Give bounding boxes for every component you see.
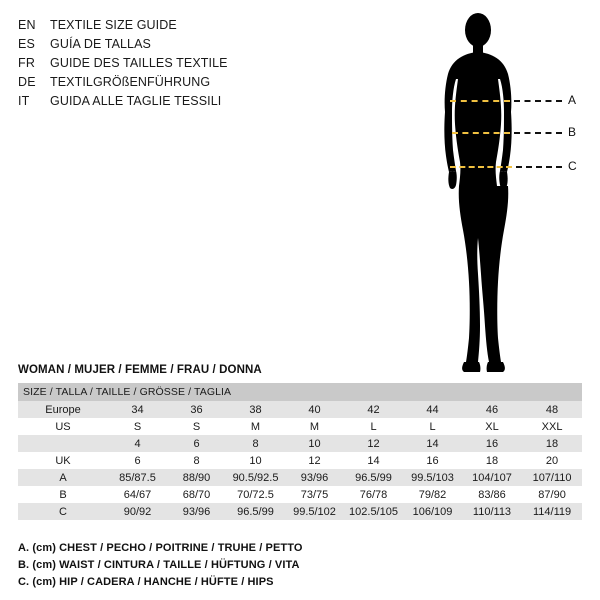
language-code-es: ES (18, 37, 36, 51)
cell: 76/78 (344, 486, 403, 503)
cell: 8 (167, 452, 226, 469)
measure-line-c (450, 166, 512, 168)
cell: 104/107 (462, 469, 522, 486)
cell: 85/87.5 (108, 469, 167, 486)
measure-label-b: B (568, 125, 577, 139)
cell: 10 (226, 452, 285, 469)
cell: 114/119 (522, 503, 582, 520)
cell: 79/82 (403, 486, 462, 503)
size-table (18, 383, 582, 520)
language-text-it: GUIDA ALLE TAGLIE TESSILI (50, 94, 222, 108)
language-text-de: TEXTILGRÖßENFÜHRUNG (50, 75, 211, 89)
cell: 93/96 (167, 503, 226, 520)
cell: 38 (226, 401, 285, 418)
cell: 93/96 (285, 469, 344, 486)
cell: 40 (285, 401, 344, 418)
cell: 107/110 (522, 469, 582, 486)
cell: S (167, 418, 226, 435)
cell: 83/86 (462, 486, 522, 503)
row-label: UK (18, 452, 108, 469)
table-row (18, 452, 582, 469)
table-header-label: SIZE / TALLA / TAILLE / GRÖSSE / TAGLIA (18, 383, 582, 401)
cell: 18 (462, 452, 522, 469)
language-text-en: TEXTILE SIZE GUIDE (50, 18, 177, 32)
language-row-en (18, 16, 338, 35)
language-list (18, 16, 338, 111)
legend (18, 540, 418, 591)
legend-row-c: C. (cm) HIP / CADERA / HANCHE / HÜFTE / HIPS (18, 576, 274, 588)
measure-line-b (452, 132, 510, 134)
table-row (18, 401, 582, 418)
cell: 14 (344, 452, 403, 469)
cell: L (403, 418, 462, 435)
cell: 16 (462, 435, 522, 452)
legend-row-a: A. (cm) CHEST / PECHO / POITRINE / TRUHE / PETTO (18, 542, 303, 554)
language-row-it (18, 92, 338, 111)
row-label: Europe (18, 401, 108, 418)
cell: 6 (167, 435, 226, 452)
figure-area (390, 8, 590, 378)
woman-silhouette-icon (390, 8, 590, 378)
cell: XXL (522, 418, 582, 435)
cell: 12 (344, 435, 403, 452)
language-text-fr: GUIDE DES TAILLES TEXTILE (50, 56, 228, 70)
legend-row-b: B. (cm) WAIST / CINTURA / TAILLE / HÜFTUNG / VITA (18, 559, 300, 571)
cell: 14 (403, 435, 462, 452)
table-row (18, 469, 582, 486)
row-label: C (18, 503, 108, 520)
size-table-wrapper (18, 383, 582, 520)
cell: 12 (285, 452, 344, 469)
cell: 42 (344, 401, 403, 418)
cell: 20 (522, 452, 582, 469)
measure-line-a (450, 100, 510, 102)
cell: 70/72.5 (226, 486, 285, 503)
measure-label-c: C (568, 159, 577, 173)
cell: 18 (522, 435, 582, 452)
cell: 90.5/92.5 (226, 469, 285, 486)
language-row-fr (18, 54, 338, 73)
cell: M (226, 418, 285, 435)
measure-line-b-extension (514, 132, 562, 134)
cell: 96.5/99 (344, 469, 403, 486)
measure-line-c-extension (516, 166, 562, 168)
cell: 48 (522, 401, 582, 418)
language-code-fr: FR (18, 56, 36, 70)
cell: 34 (108, 401, 167, 418)
cell: 44 (403, 401, 462, 418)
cell: 106/109 (403, 503, 462, 520)
cell: M (285, 418, 344, 435)
row-label: US (18, 418, 108, 435)
table-row (18, 486, 582, 503)
table-row (18, 418, 582, 435)
table-row (18, 503, 582, 520)
cell: 4 (108, 435, 167, 452)
cell: 88/90 (167, 469, 226, 486)
table-row (18, 435, 582, 452)
cell: 73/75 (285, 486, 344, 503)
row-label (18, 435, 108, 452)
cell: XL (462, 418, 522, 435)
cell: 87/90 (522, 486, 582, 503)
language-row-de (18, 73, 338, 92)
section-title: WOMAN / MUJER / FEMME / FRAU / DONNA (18, 364, 262, 376)
cell: 96.5/99 (226, 503, 285, 520)
measure-label-a: A (568, 93, 577, 107)
cell: 10 (285, 435, 344, 452)
row-label: A (18, 469, 108, 486)
cell: 36 (167, 401, 226, 418)
cell: 16 (403, 452, 462, 469)
cell: 8 (226, 435, 285, 452)
cell: 90/92 (108, 503, 167, 520)
measure-line-a-extension (514, 100, 562, 102)
language-code-de: DE (18, 75, 36, 89)
language-text-es: GUÍA DE TALLAS (50, 37, 151, 51)
cell: 99.5/102 (285, 503, 344, 520)
table-header-row (18, 383, 582, 401)
cell: 6 (108, 452, 167, 469)
cell: 102.5/105 (344, 503, 403, 520)
cell: S (108, 418, 167, 435)
row-label: B (18, 486, 108, 503)
cell: 99.5/103 (403, 469, 462, 486)
cell: L (344, 418, 403, 435)
cell: 110/113 (462, 503, 522, 520)
language-code-it: IT (18, 94, 30, 108)
cell: 64/67 (108, 486, 167, 503)
language-code-en: EN (18, 18, 36, 32)
cell: 68/70 (167, 486, 226, 503)
language-row-es (18, 35, 338, 54)
cell: 46 (462, 401, 522, 418)
